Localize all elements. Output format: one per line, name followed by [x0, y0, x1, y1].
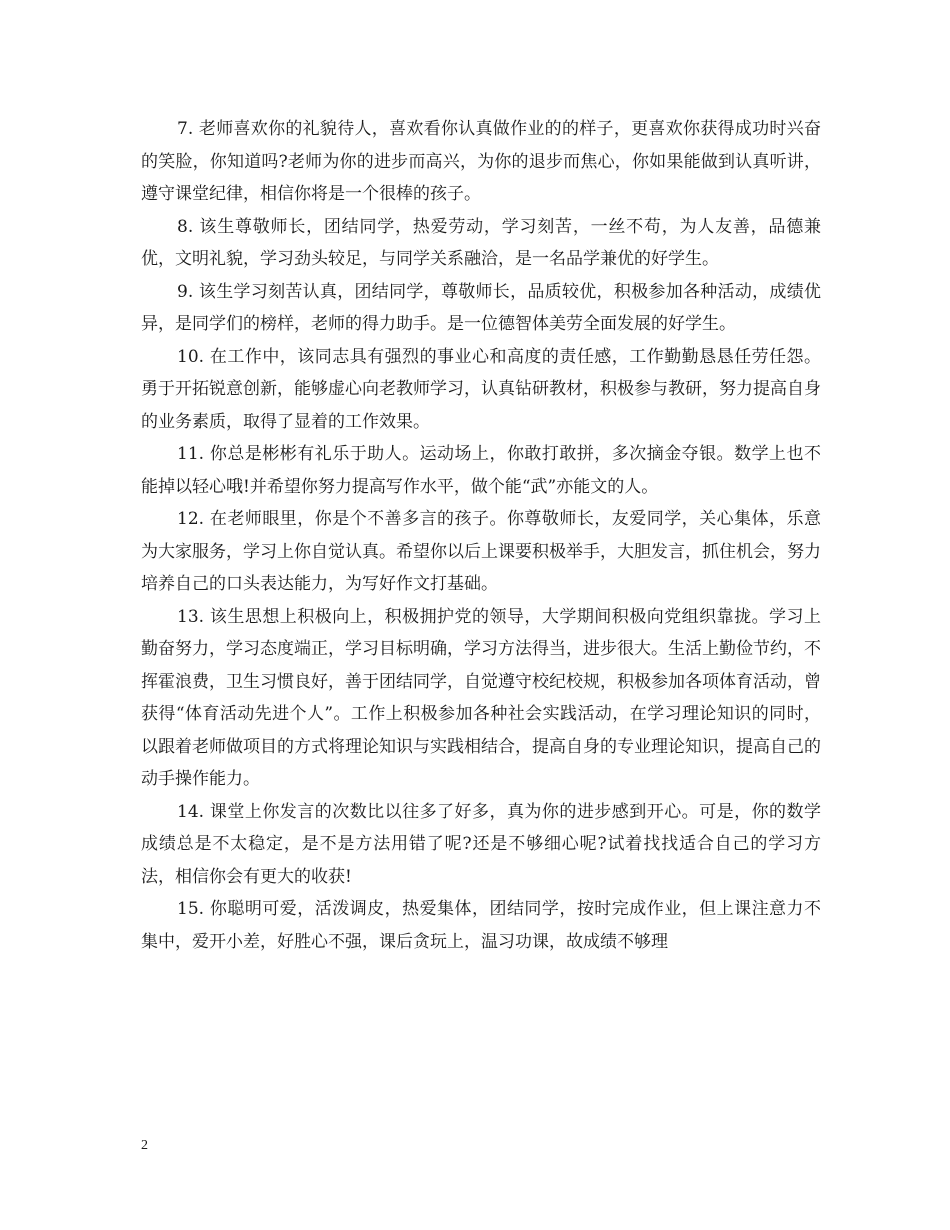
paragraph-10: 10. 在工作中，该同志具有强烈的事业心和高度的责任感，工作勤勤恳恳任劳任怨。勇于开拓锐意创新，能够虚心向老教师学习，认真钻研教材，积极参与教研，努力提高自身的业务素质，取得了显着的工作效果。 — [141, 346, 821, 432]
paragraph-14: 14. 课堂上你发言的次数比以往多了好多，真为你的进步感到开心。可是，你的数学成绩总是不太稳定，是不是方法用错了呢?还是不够细心呢?试着找找适合自己的学习方法，相信你会有更大的收获! — [141, 801, 821, 887]
paragraph-8: 8. 该生尊敬师长，团结同学，热爱劳动，学习刻苦，一丝不苟，为人友善，品德兼优，文明礼貌，学习劲头较足，与同学关系融洽，是一名品学兼优的好学生。 — [141, 216, 821, 269]
paragraph-12: 12. 在老师眼里，你是个不善多言的孩子。你尊敬师长，友爱同学，关心集体，乐意为大家服务，学习上你自觉认真。希望你以后上课要积极举手，大胆发言，抓住机会，努力培养自己的口头表达能力，为写好作文打基础。 — [141, 509, 821, 594]
paragraph-7: 7. 老师喜欢你的礼貌待人，喜欢看你认真做作业的的样子，更喜欢你获得成功时兴奋的笑脸，你知道吗?老师为你的进步而高兴，为你的退步而焦心，你如果能做到认真听讲，遵守课堂纪律，相信你将是一个很棒的孩子。 — [141, 119, 821, 204]
paragraph-11: 11. 你总是彬彬有礼乐于助人。运动场上，你敢打敢拼，多次摘金夺银。数学上也不能掉以轻心哦!并希望你努力提高写作水平，做个能“武”亦能文的人。 — [141, 444, 821, 497]
paragraph-15: 15. 你聪明可爱，活泼调皮，热爱集体，团结同学，按时完成作业，但上课注意力不集中，爱开小差，好胜心不强，课后贪玩上，温习功课，故成绩不够理 — [141, 899, 821, 952]
paragraph-13: 13. 该生思想上积极向上，积极拥护党的领导，大学期间积极向党组织靠拢。学习上勤奋努力，学习态度端正，学习目标明确，学习方法得当，进步很大。生活上勤俭节约，不挥霍浪费，卫生习惯良好，善于团结同学，自觉遵守校纪校规，积极参加各项体育活动，曾获得“体育活动先进个人”。工作上积极参加各种社会实践活动，在学习理论知识的同时，以跟着老师做项目的方式将理论知识与实践相结合，提高自身的专业理论知识，提高自己的动手操作能力。 — [141, 606, 821, 789]
paragraph-9: 9. 该生学习刻苦认真，团结同学，尊敬师长，品质较优，积极参加各种活动，成绩优异，是同学们的榜样，老师的得力助手。是一位德智体美劳全面发展的好学生。 — [141, 281, 821, 334]
document-body — [141, 113, 821, 958]
page-number: 2 — [141, 1138, 148, 1153]
